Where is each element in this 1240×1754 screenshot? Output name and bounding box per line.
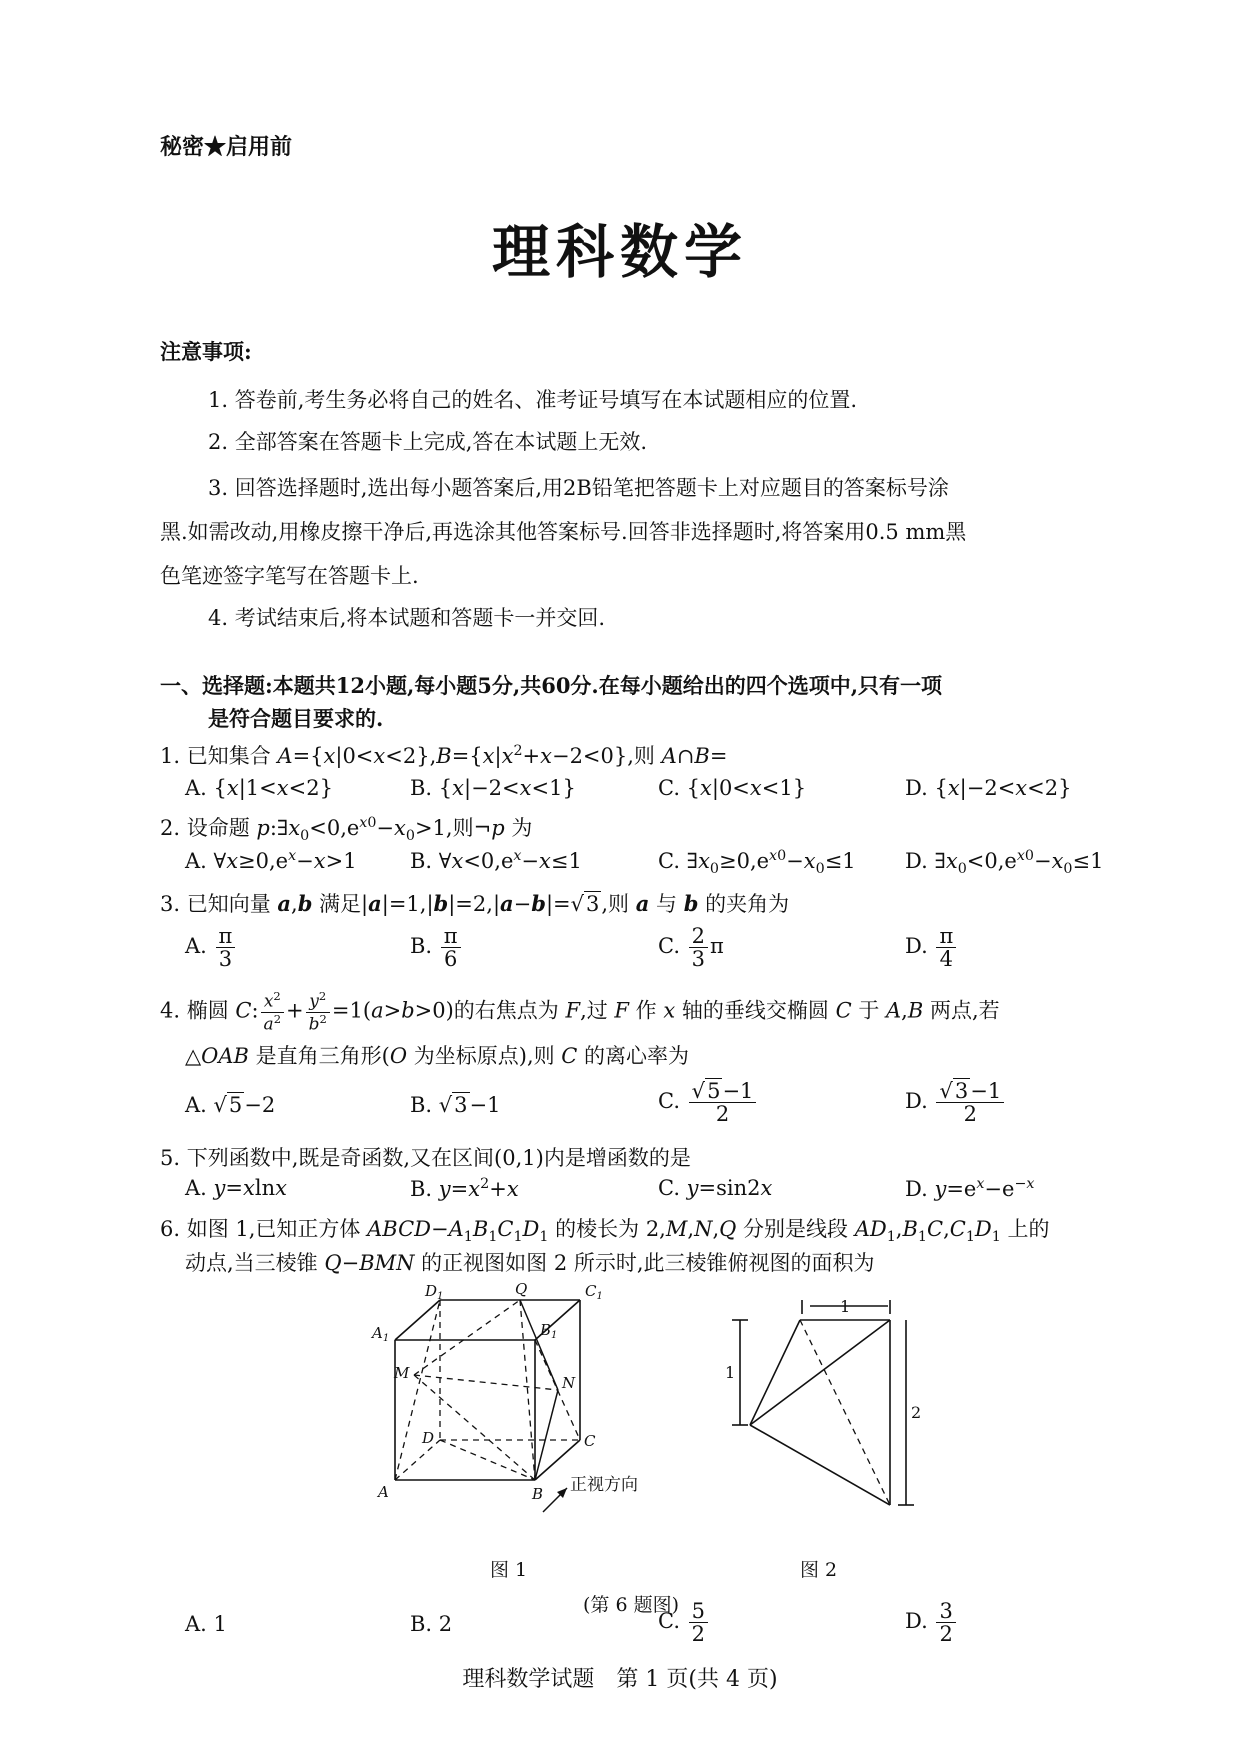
question-2: 2. 设命题 $p:\exists x_0<0,e^{x0}-x_0>1$,则¬p 为 <box>160 815 533 845</box>
svg-text:A1: $A_1$ <box>372 1324 390 1344</box>
svg-text:A: A <box>378 1483 389 1501</box>
notice-item-1: 1. 答卷前,考生务必将自己的姓名、准考证号填写在本试题相应的位置. <box>208 388 858 412</box>
svg-text:C: C <box>584 1432 596 1450</box>
figure-2-caption: 图 2 <box>800 1559 838 1581</box>
svg-text:D: D <box>422 1429 435 1447</box>
notice-item-4: 4. 考试结束后,将本试题和答题卡一并交回. <box>208 606 606 630</box>
q4-option-b[interactable]: B. √3−1 <box>410 1093 501 1117</box>
q3-option-d[interactable]: D. $\frac{\pi}{4}$ <box>905 925 958 970</box>
q2-option-c[interactable]: C. $\exists x_0\ge 0,e^{x0}-x_0\le 1$ <box>658 848 856 878</box>
q1-option-a[interactable]: A. {x|1<x<2} <box>185 776 333 800</box>
question-6: 6. 如图 1,已知正方体 $ABCD-A_1B_1C_1D_1$ 的棱长为 2,M,N,Q 分别是线段 $AD_1,B_1C,C_1D_1$ 上的 <box>160 1217 1050 1246</box>
section-heading-cont: 是符合题目要求的. <box>208 706 384 731</box>
notice-heading: 注意事项: <box>160 339 252 364</box>
q2-option-b[interactable]: B. $\forall x<0,e^x-x\le 1$ <box>410 848 582 873</box>
secret-label: 秘密★启用前 <box>160 134 293 160</box>
q6-option-b[interactable]: B. 2 <box>410 1612 453 1636</box>
q3-option-b[interactable]: B. $\frac{\pi}{6}$ <box>410 925 463 970</box>
q6-option-a[interactable]: A. 1 <box>185 1612 227 1636</box>
q3-option-a[interactable]: A. $\frac{\pi}{3}$ <box>185 925 237 970</box>
dim-top: 1 <box>840 1297 851 1316</box>
notice-item-3: 3. 回答选择题时,选出每小题答案后,用2B铅笔把答题卡上对应题目的答案标号涂 <box>208 476 949 500</box>
svg-text:M: M <box>394 1364 410 1382</box>
svg-text:B1: $B_1$ <box>540 1321 558 1341</box>
svg-text:C1: $C_1$ <box>585 1282 603 1302</box>
page-title: 理科数学 <box>491 218 748 286</box>
q4-option-d[interactable]: D. $\frac{√3-1}{2}$ <box>905 1080 1006 1125</box>
direction-label: 正视方向 <box>570 1475 638 1495</box>
svg-text:Q: Q <box>515 1280 528 1298</box>
question-5: 5. 下列函数中,既是奇函数,又在区间(0,1)内是增函数的是 <box>160 1146 691 1170</box>
q4-option-c[interactable]: C. $\frac{√5-1}{2}$ <box>658 1080 758 1125</box>
figure-group-caption: (第 6 题图) <box>583 1594 679 1616</box>
q6-option-c[interactable]: C. $\frac{5}{2}$ <box>658 1600 710 1645</box>
notice-item-2: 2. 全部答案在答题卡上完成,答在本试题上无效. <box>208 430 648 454</box>
question-4-cont: △OAB 是直角三角形(O 为坐标原点),则 C 的离心率为 <box>185 1044 690 1068</box>
q1-option-c[interactable]: C. {x|0<x<1} <box>658 776 807 800</box>
question-3: 3. 已知向量 a,b 满足|a|=1,|b|=2,|a−b|=√3,则 a 与 b 的夹角为 <box>160 891 790 916</box>
svg-text:D1: $D_1$ <box>425 1282 444 1302</box>
figure-1-caption: 图 1 <box>490 1559 528 1581</box>
dim-right: 2 <box>911 1403 922 1422</box>
q5-option-c[interactable]: C. y=sin2x <box>658 1176 773 1200</box>
svg-text:N: N <box>562 1374 576 1392</box>
question-4: 4. 椭圆 C: $\frac{x^2}{a^2}$ + $\frac{y^2}{b^2}$ =1(a>b>0)的右焦点为 F,过 F 作 x 轴的垂线交椭圆 C 于 A,B 两点,若 <box>160 989 1000 1035</box>
question-6-cont: 动点,当三棱锥 Q−BMN 的正视图如图 2 所示时,此三棱锥俯视图的面积为 <box>185 1251 875 1275</box>
q5-option-b[interactable]: B. $y=x^2+x$ <box>410 1176 519 1201</box>
page-footer: 理科数学试题 第 1 页(共 4 页) <box>462 1667 778 1692</box>
q2-option-a[interactable]: A. $\forall x\ge 0,e^x-x>1$ <box>185 848 357 873</box>
q4-option-a[interactable]: A. √5−2 <box>185 1093 276 1117</box>
figure-1-cube <box>370 1280 638 1530</box>
q2-option-d[interactable]: D. $\exists x_0<0,e^{x0}-x_0\le 1$ <box>905 848 1104 878</box>
q5-option-a[interactable]: A. y=xlnx <box>185 1176 287 1200</box>
q5-option-d[interactable]: D. $y=e^x-e^{-x}$ <box>905 1176 1035 1201</box>
q1-option-d[interactable]: D. {x|−2<x<2} <box>905 776 1072 800</box>
notice-item-3-cont: 黑.如需改动,用橡皮擦干净后,再选涂其他答案标号.回答非选择题时,将答案用0.5 mm黑 <box>160 520 967 544</box>
notice-item-3-end: 色笔迹签字笔写在答题卡上. <box>160 564 419 588</box>
q1-option-b[interactable]: B. {x|−2<x<1} <box>410 776 576 800</box>
figure-2-front-view <box>710 1297 930 1540</box>
q3-option-c[interactable]: C. $\frac{2}{3}$ π <box>658 924 724 972</box>
question-1: 1. 已知集合 $A=\{x|0<x<2\},B=\{x|x^2+x-2<0\}$,则 A∩B= <box>160 743 728 768</box>
q6-option-d[interactable]: D. $\frac{3}{2}$ <box>905 1600 958 1645</box>
svg-text:B: B <box>532 1485 544 1503</box>
section-heading: 一、选择题:本题共12小题,每小题5分,共60分.在每小题给出的四个选项中,只有一项 <box>160 673 943 698</box>
dim-left: 1 <box>725 1363 736 1382</box>
